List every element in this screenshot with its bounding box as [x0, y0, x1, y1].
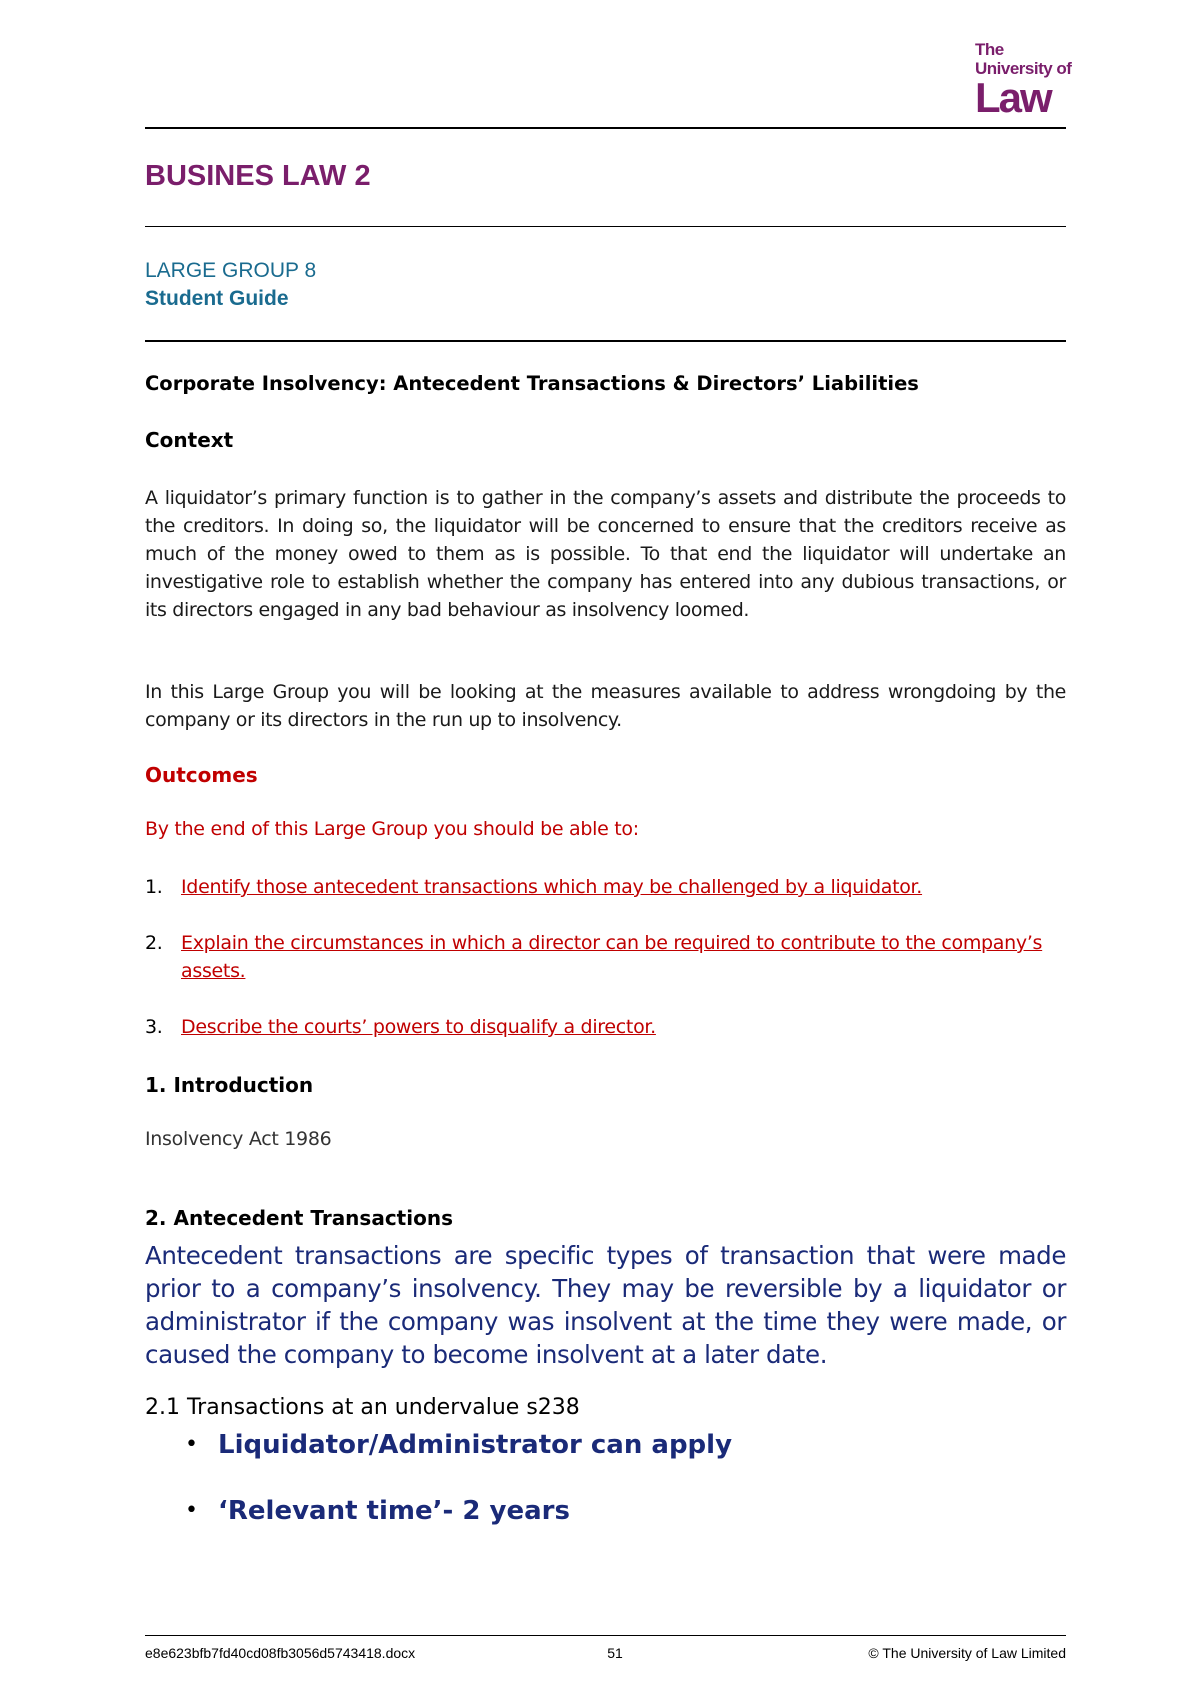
antecedent-transactions-heading: 2. Antecedent Transactions	[145, 1206, 453, 1230]
group-label: LARGE GROUP 8	[145, 259, 317, 282]
header-rule-bottom	[145, 340, 1066, 342]
header-rule-middle	[145, 226, 1066, 227]
bullet-item	[145, 1428, 1066, 1462]
footer-copyright: © The University of Law Limited	[868, 1645, 1066, 1661]
outcome-number: 2.	[145, 932, 163, 954]
bullet-icon: •	[185, 1498, 198, 1523]
outcomes-intro: By the end of this Large Group you should be able to:	[145, 818, 639, 840]
bullet-text: Liquidator/Administrator can apply	[218, 1430, 733, 1460]
introduction-body: Insolvency Act 1986	[145, 1128, 332, 1150]
antecedent-transactions-body: Antecedent transactions are specific types of transaction that were made prior to a company’s insolvency. They may be reversible by a liquidator or administrator if the company was insolvent at the time they were made, or caused the company to become insolvent at a later date.	[145, 1241, 1066, 1369]
group-block	[145, 257, 1066, 313]
bullet-item	[145, 1494, 1066, 1528]
outcome-item	[145, 929, 1066, 985]
outcomes-list	[145, 873, 1066, 1069]
footer-filename: e8e623bfb7fd40cd08fb3056d5743418.docx	[145, 1645, 416, 1661]
topic-heading: Corporate Insolvency: Antecedent Transactions & Directors’ Liabilities	[145, 372, 919, 395]
bullet-icon: •	[185, 1432, 198, 1457]
undervalue-bullet-list	[145, 1428, 1066, 1560]
context-heading: Context	[145, 428, 234, 452]
outcome-number: 3.	[145, 1016, 163, 1038]
outcome-number: 1.	[145, 876, 163, 898]
logo-line-university: University of	[975, 59, 1072, 78]
footer-page-number: 51	[607, 1645, 623, 1661]
bullet-text: ‘Relevant time’- 2 years	[218, 1496, 570, 1526]
logo-line-law: Law	[975, 74, 1051, 121]
outcome-link[interactable]: Describe the courts’ powers to disqualify a director.	[181, 1016, 656, 1038]
outcome-item	[145, 1013, 1066, 1041]
undervalue-subheading: 2.1 Transactions at an undervalue s238	[145, 1395, 580, 1420]
page-footer	[145, 1645, 1066, 1665]
outcome-link[interactable]: Identify those antecedent transactions which may be challenged by a liquidator.	[181, 876, 923, 898]
context-paragraph-2: In this Large Group you will be looking at the measures available to address wrongdoing by the company or its directors in the run up to insolvency.	[145, 681, 1066, 731]
outcome-link[interactable]: Explain the circumstances in which a director can be required to contribute to the company’s assets.	[181, 932, 1043, 982]
outcomes-heading: Outcomes	[145, 763, 258, 787]
context-paragraph-1: A liquidator’s primary function is to gather in the company’s assets and distribute the proceeds to the creditors. In doing so, the liquidator will be concerned to ensure that the creditors receive as much of the money owed to them as is possible. To that end the liquidator will undertake an investigative role to establish whether the company has entered into any dubious transactions, or its directors engaged in any bad behaviour as insolvency loomed.	[145, 487, 1066, 621]
student-guide-label: Student Guide	[145, 287, 289, 310]
header-rule-top	[145, 127, 1066, 129]
outcome-item	[145, 873, 1066, 901]
footer-rule	[145, 1635, 1066, 1636]
logo-line-the: The	[975, 40, 1004, 59]
introduction-heading: 1. Introduction	[145, 1073, 314, 1097]
university-of-law-logo	[975, 40, 1075, 121]
document-title: BUSINES LAW 2	[145, 160, 371, 192]
